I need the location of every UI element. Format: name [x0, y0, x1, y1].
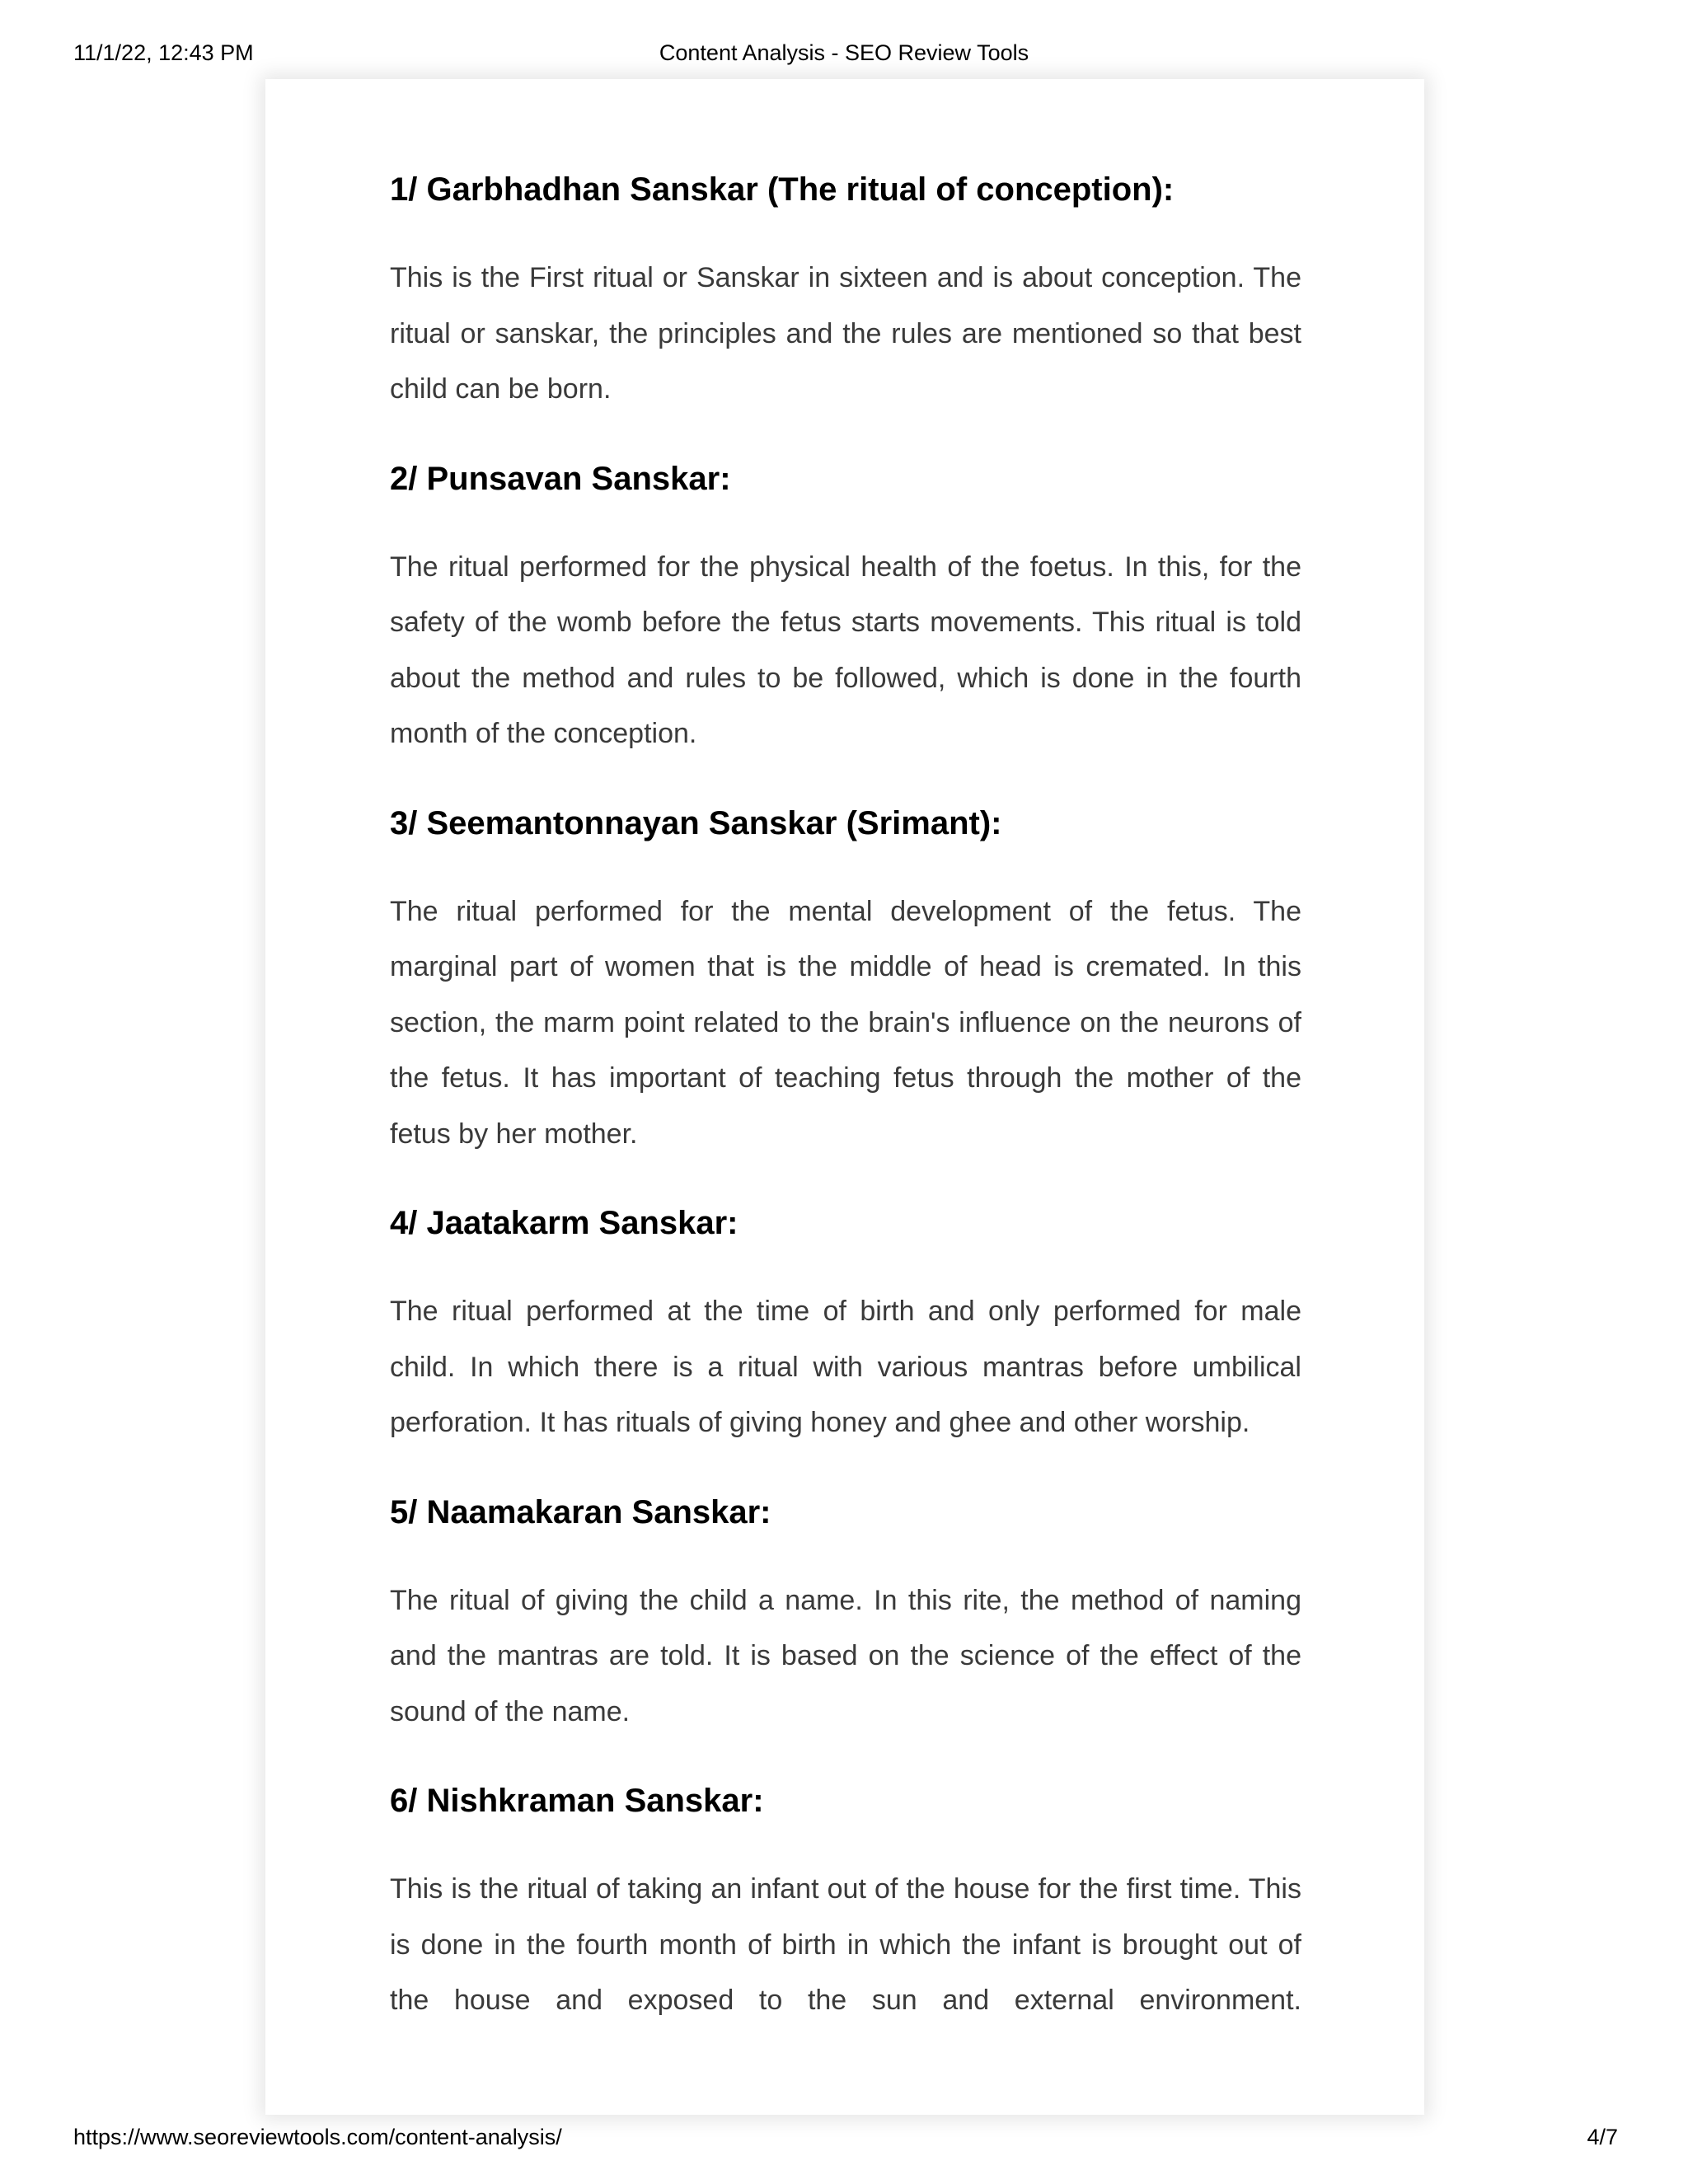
section-text-garbhadhan: This is the First ritual or Sanskar in sixteen and is about conception. The ritual or sanskar, the principles and the rules are mentioned so that best child can be born.: [390, 262, 1301, 405]
print-page-number: 4/7: [1587, 2125, 1618, 2149]
print-header: [0, 0, 1688, 79]
print-datetime: 11/1/22, 12:43 PM: [73, 40, 254, 65]
print-page-title: Content Analysis - SEO Review Tools: [659, 40, 1029, 65]
article-card: [265, 79, 1424, 2115]
article-content: [390, 170, 1301, 2029]
section-text-seemantonnayan: The ritual performed for the mental development of the fetus. The marginal part of women that is the middle of head is cremated. In this section, the marm point related to the brain's influence on the neurons of the fetus. It has important of teaching fetus through the mother of the fetus by her mother.: [390, 895, 1301, 1150]
section-text-nishkraman: This is the ritual of taking an infant out of the house for the first time. This is done in the fourth month of birth in which the infant is brought out of the house and exposed to the sun and external environment.: [390, 1873, 1301, 2016]
section-heading-seemantonnayan: 3/ Seemantonnayan Sanskar (Srimant):: [390, 804, 1002, 841]
section-heading-nishkraman: 6/ Nishkraman Sanskar:: [390, 1783, 764, 1819]
section-text-naamakaran: The ritual of giving the child a name. In this rite, the method of naming and the mantras are told. It is based on the science of the effect of the sound of the name.: [390, 1584, 1301, 1727]
section-heading-punsavan: 2/ Punsavan Sanskar:: [390, 460, 731, 497]
section-heading-jaatakarm: 4/ Jaatakarm Sanskar:: [390, 1205, 738, 1241]
section-text-jaatakarm: The ritual performed at the time of birth and only performed for male child. In which there is a ritual with various mantras before umbilical perforation. It has rituals of giving honey and ghee and other worship.: [390, 1296, 1301, 1438]
section-text-punsavan: The ritual performed for the physical health of the foetus. In this, for the safety of the womb before the fetus starts movements. This ritual is told about the method and rules to be followed, which is done in the fourth month of the conception.: [390, 551, 1301, 749]
section-heading-naamakaran: 5/ Naamakaran Sanskar:: [390, 1493, 771, 1530]
print-footer-url: https://www.seoreviewtools.com/content-analysis/: [73, 2125, 562, 2149]
section-heading-garbhadhan: 1/ Garbhadhan Sanskar (The ritual of conception):: [390, 171, 1175, 208]
